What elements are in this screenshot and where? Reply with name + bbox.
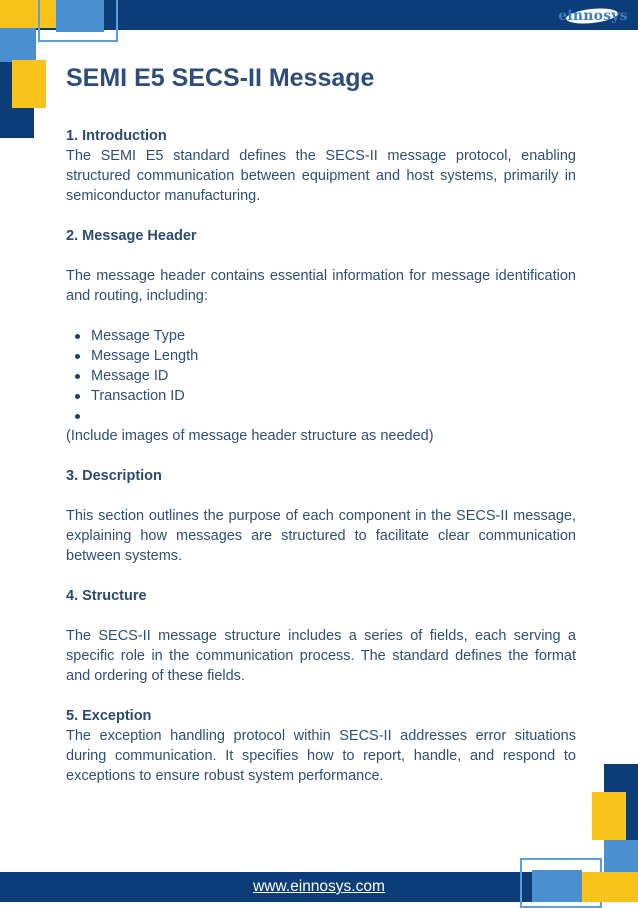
section-structure: [66, 586, 576, 686]
list-item: [91, 406, 576, 426]
section-heading: 1. Introduction: [66, 128, 167, 144]
section-description: [66, 466, 576, 566]
page-title: SEMI E5 SECS-II Message: [66, 64, 375, 92]
section-heading: 5. Exception: [66, 708, 152, 724]
section-body: The SECS-II message structure includes a series of fields, each serving a specific role in the communication process. The standard defines the format and ordering of these fields.: [66, 628, 576, 684]
section-exception: [66, 706, 576, 786]
decor-block: [604, 840, 638, 872]
list-item: Message Length: [91, 346, 576, 366]
website-link[interactable]: www.einnosys.com: [253, 878, 385, 895]
decor-block: [592, 792, 626, 840]
document-body: [66, 60, 576, 786]
list-item: Message ID: [91, 366, 576, 386]
bullet-list: [66, 326, 576, 426]
logo-text: einnosys: [558, 8, 628, 24]
list-item: Transaction ID: [91, 386, 576, 406]
section-body: The SEMI E5 standard defines the SECS-II message protocol, enabling structured communication between equipment and host systems, primarily in semiconductor manufacturing.: [66, 148, 576, 204]
list-item: Message Type: [91, 326, 576, 346]
section-body: The message header contains essential information for message identification and routing, including:: [66, 268, 576, 304]
section-note: (Include images of message header structure as needed): [66, 428, 434, 444]
section-message-header: [66, 226, 576, 446]
section-heading: 2. Message Header: [66, 228, 197, 244]
decor-block: [12, 60, 46, 108]
section-body: The exception handling protocol within SECS-II addresses error situations during communication. It specifies how to report, handle, and respond to exceptions to ensure robust system performance.: [66, 728, 576, 784]
company-logo: [558, 6, 628, 26]
section-heading: 3. Description: [66, 468, 162, 484]
decor-outline: [38, 0, 118, 42]
section-introduction: [66, 126, 576, 206]
section-body: This section outlines the purpose of each component in the SECS-II message, explaining how messages are structured to facilitate clear communication between systems.: [66, 508, 576, 564]
decor-block: [0, 28, 36, 62]
section-heading: 4. Structure: [66, 588, 147, 604]
